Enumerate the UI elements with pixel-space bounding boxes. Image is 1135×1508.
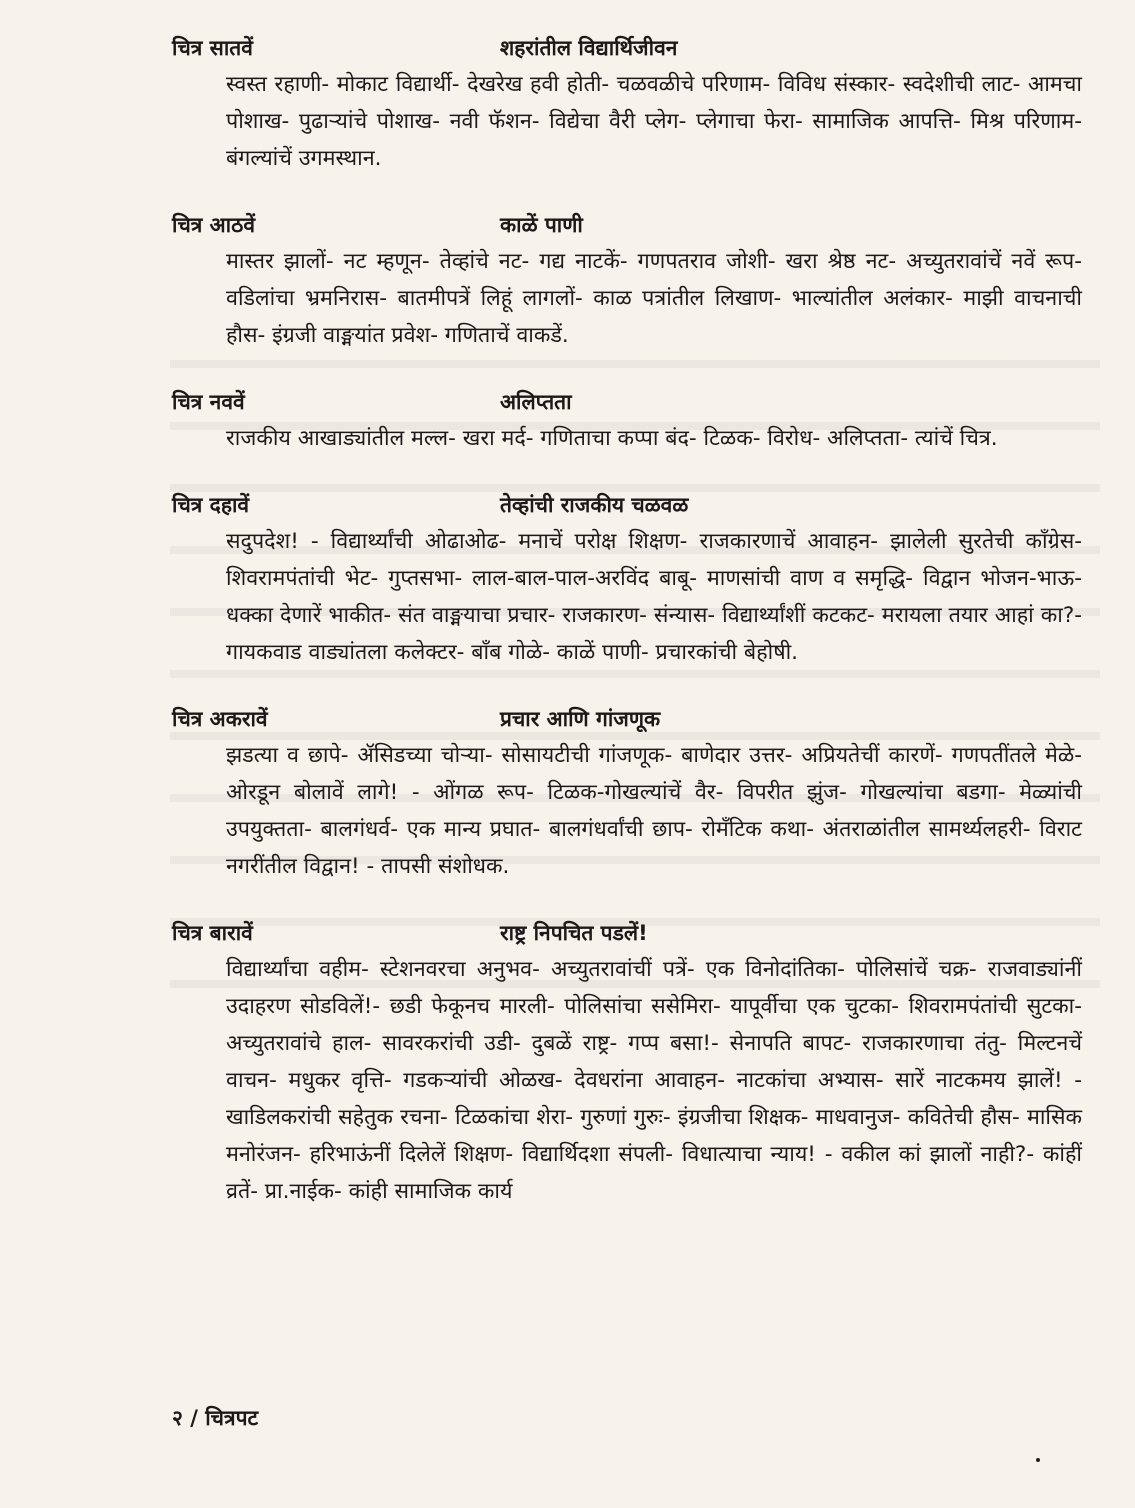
chapter-title: प्रचार आणि गांजणूक [500,707,661,731]
chapter-summary: राजकीय आखाड्यांतील मल्ल- खरा मर्द- गणिताचा कप्पा बंद- टिळक- विरोध- अलिप्तता- त्यांचें चित्र. [226,426,998,451]
chapter-title: राष्ट्र निपचित पडलें! [500,921,648,945]
print-speck [1036,1458,1040,1462]
chapter-heading [172,384,1082,420]
chapter-title: शहरांतील विद्यार्थिजीवन [500,36,678,60]
chapter-title: काळें पाणी [500,213,583,237]
chapter-heading [172,701,1082,737]
chapter-title: अलिप्तता [500,390,572,414]
chapter-summary: सदुपदेश! - विद्यार्थ्यांची ओढाओढ- मनाचें परोक्ष शिक्षण- राजकारणाचें आवाहन- झालेली सुरतेची कॉंग्रेस- शिवरामपंतांची भेट- गुप्तसभा- लाल-बाल-पाल-अरविंद बाबू- माणसांची वाण व समृद्धि- विद्वान भोजन-भाऊ- धक्का देणारें भाकीत- संत वाङ्मयाचा प्रचार- राजकारण- संन्यास- विद्यार्थ्यांशीं कटकट- मरायला तयार आहां का?- गायकवाड वाड्यांतला कलेक्टर- बॉंब गोळे- काळें पाणी- प्रचारकांची बेहोषी. [226,529,1082,665]
chapter-label: चित्र नववें [172,390,245,414]
page-footer: २ / चित्रपट [172,1406,259,1430]
chapter-label: चित्र दहावें [172,493,250,517]
chapter-label: चित्र अकरावें [172,707,268,731]
chapter-label: चित्र सातवें [172,36,253,60]
chapter-summary: मास्तर झालों- नट म्हणून- तेव्हांचे नट- गद्य नाटकें- गणपतराव जोशी- खरा श्रेष्ठ नट- अच्युतरावांचें नवें रूप- वडिलांचा भ्रमनिरास- बातमीपत्रें लिहूं लागलों- काळ पत्रांतील लिखाण- भाल्यांतील अलंकार- माझी वाचनाची हौस- इंग्रजी वाङ्मयांत प्रवेश- गणिताचें वाकडें. [226,249,1082,348]
chapter-heading [172,487,1082,523]
chapter-heading [172,207,1082,243]
chapter-summary: विद्यार्थ्यांचा वहीम- स्टेशनवरचा अनुभव- अच्युतरावांचीं पत्रें- एक विनोदांतिका- पोलिसांचें चक्र- राजवाड्यांनीं उदाहरण सोडविलें!- छडी फेकूनच मारली- पोलिसांचा ससेमिरा- यापूर्वीचा एक चुटका- शिवरामपंतांची सुटका- अच्युतरावांचे हाल- सावरकरांची उडी- दुबळें राष्ट्र- गप्प बसा!- सेनापति बापट- राजकारणाचा तंतु- मिल्टनचें वाचन- मधुकर वृत्ति- गडकऱ्यांची ओळख- देवधरांना आवाहन- नाटकांचा अभ्यास- सारें नाटकमय झालें! - खाडिलकरांची सहेतुक रचना- टिळकांचा शेरा- गुरुणां गुरुः- इंग्रजीचा शिक्षक- माधवानुज- कवितेची हौस- मासिक मनोरंजन- हरिभाऊंनीं दिलेलें शिक्षण- विद्यार्थिदशा संपली- विधात्याचा न्याय! - वकील कां झालों नाही?- कांहीं व्रतें- प्रा.नाईक- कांही सामाजिक कार्य [226,957,1082,1204]
chapter-section [172,30,1082,177]
chapter-section [172,701,1082,885]
chapter-section [172,207,1082,354]
chapter-heading [172,915,1082,951]
chapter-summary: झडत्या व छापे- ॲसिडच्या चोऱ्या- सोसायटीची गांजणूक- बाणेदार उत्तर- अप्रियतेचीं कारणें- गणपतींतले मेळे- ओरडून बोलावें लागे! - ओंगळ रूप- टिळक-गोखल्यांचें वैर- विपरीत झुंज- गोखल्यांचा बडगा- मेळ्यांची उपयुक्तता- बालगंधर्व- एक मान्य प्रघात- बालगंधर्वांची छाप- रोमॅंटिक कथा- अंतराळांतील सामर्थ्यलहरी- विराट नगरींतील विद्वान! - तापसी संशोधक. [226,743,1082,879]
chapter-label: चित्र बारावें [172,921,253,945]
chapter-section [172,915,1082,1210]
chapter-list [172,30,1082,1240]
chapter-summary: स्वस्त रहाणी- मोकाट विद्यार्थी- देखरेख हवी होती- चळवळीचे परिणाम- विविध संस्कार- स्वदेशीची लाट- आमचा पोशाख- पुढाऱ्यांचे पोशाख- नवी फॅशन- विद्येचा वैरी प्लेग- प्लेगाचा फेरा- सामाजिक आपत्ति- मिश्र परिणाम- बंगल्यांचें उगमस्थान. [226,72,1082,171]
chapter-title: तेव्हांची राजकीय चळवळ [500,493,689,517]
chapter-section [172,384,1082,457]
chapter-label: चित्र आठवें [172,213,256,237]
chapter-section [172,487,1082,671]
chapter-heading [172,30,1082,66]
